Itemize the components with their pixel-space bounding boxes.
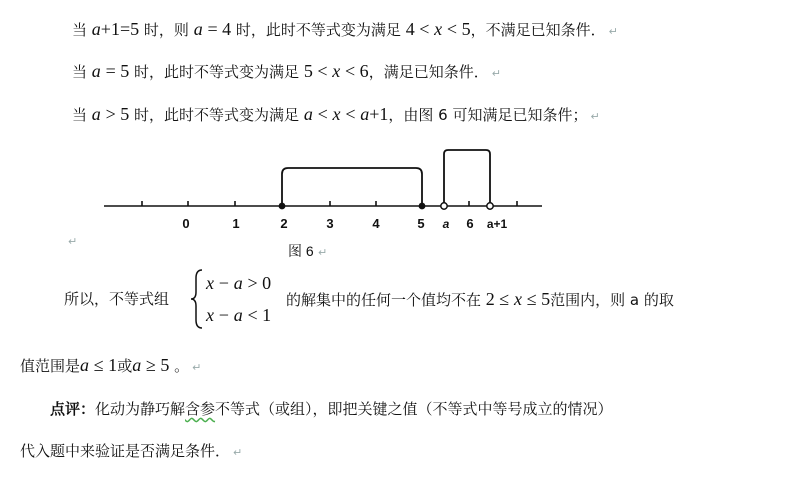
text: 范围内，则 a 的取 xyxy=(550,291,674,309)
math: < 1 xyxy=(247,305,272,325)
math: < xyxy=(317,104,328,124)
math-var: a xyxy=(233,305,243,325)
paragraph-7 xyxy=(20,440,242,464)
brace xyxy=(190,268,204,330)
math: > 5 xyxy=(105,104,130,124)
math: ≤ 1 xyxy=(93,355,118,375)
interval-2-to-5 xyxy=(282,168,422,206)
paragraph-3 xyxy=(72,103,600,128)
text: 化动为静巧解 xyxy=(95,400,186,418)
math-var: x xyxy=(513,289,522,309)
open-dot-a-plus-1 xyxy=(487,203,493,209)
closed-dot-5 xyxy=(419,203,426,210)
math: − xyxy=(218,305,229,325)
tick-label-a-plus-1: a+1 xyxy=(486,217,508,231)
math: +1 xyxy=(369,104,389,124)
paragraph-4 xyxy=(64,288,169,310)
text: 的解集中的任何一个值均不在 xyxy=(286,291,482,309)
paragraph-5 xyxy=(20,354,201,379)
interval-a-to-a-plus-1 xyxy=(444,150,490,206)
caption-paragraph-mark: ↵ xyxy=(318,247,328,259)
paragraph-4-tail xyxy=(286,288,674,311)
text: 当 xyxy=(72,106,88,124)
paragraph-mark: ↵ xyxy=(608,25,618,38)
math: < 5 xyxy=(446,19,471,39)
math-var: a xyxy=(360,104,370,124)
text: 值范围是 xyxy=(20,357,81,375)
text: 当 xyxy=(72,21,88,39)
math-var: a xyxy=(132,355,142,375)
paragraph-2 xyxy=(72,60,501,85)
math-var: x xyxy=(206,305,214,325)
paragraph-mark: ↵ xyxy=(192,361,202,374)
math: +1=5 xyxy=(100,19,140,39)
math-var: a xyxy=(233,273,243,293)
text: ，满足已知条件． xyxy=(368,63,489,81)
text: 。 xyxy=(174,357,190,375)
open-dot-a xyxy=(441,203,447,209)
tick-label-a: a xyxy=(442,217,450,231)
paragraph-mark: ↵ xyxy=(491,67,501,80)
math-var: x xyxy=(332,61,341,81)
math: < xyxy=(345,104,356,124)
math-var: x xyxy=(332,104,341,124)
figure-caption: 图 6 xyxy=(288,243,314,259)
spellcheck-underlined-text: 含参 xyxy=(185,400,216,418)
paragraph-1 xyxy=(72,18,618,43)
text: ，由图 6 可知满足已知条件； xyxy=(388,106,588,124)
math: > 0 xyxy=(247,273,272,293)
text: 所以，不等式组 xyxy=(64,290,170,308)
text: 不等式（或组），即把关键之值（不等式中等号成立的情况） xyxy=(215,400,613,418)
number-line-figure xyxy=(0,140,800,270)
text: 当 xyxy=(72,63,88,81)
math: 4 < xyxy=(405,19,430,39)
paragraph-6 xyxy=(50,398,613,420)
math-var: x xyxy=(206,273,214,293)
tick-label-0: 0 xyxy=(182,216,190,231)
math: 5 < xyxy=(303,61,328,81)
tick-label-4: 4 xyxy=(372,216,380,231)
math-var: x xyxy=(434,19,443,39)
text: 时，此时不等式变为满足 xyxy=(134,63,300,81)
paragraph-mark: ↵ xyxy=(590,110,600,123)
math: = 4 xyxy=(207,19,232,39)
closed-dot-2 xyxy=(279,203,286,210)
left-paragraph-mark: ↵ xyxy=(68,236,78,248)
math: = 5 xyxy=(105,61,130,81)
math: ≤ 5 xyxy=(526,289,551,309)
tick-label-1: 1 xyxy=(232,216,240,231)
tick-label-6: 6 xyxy=(466,216,474,231)
comment-label: 点评： xyxy=(50,400,96,418)
system-row-2 xyxy=(206,304,271,327)
math-var: a xyxy=(91,19,101,39)
system-row-1 xyxy=(206,272,271,295)
text: 时，此时不等式变为满足 xyxy=(134,106,300,124)
math-var: a xyxy=(193,19,203,39)
text: ，不满足已知条件． xyxy=(470,21,606,39)
text: 时，此时不等式变为满足 xyxy=(235,21,401,39)
tick-label-3: 3 xyxy=(326,216,334,231)
math: < 6 xyxy=(345,61,369,81)
paragraph-mark: ↵ xyxy=(233,446,243,459)
math: ≥ 5 xyxy=(145,355,170,375)
math: 2 ≤ xyxy=(485,289,510,309)
text: 时，则 xyxy=(143,21,189,39)
math-var: a xyxy=(91,104,101,124)
tick-label-2: 2 xyxy=(280,216,288,231)
math-var: a xyxy=(91,61,101,81)
math-var: a xyxy=(80,355,90,375)
math-var: a xyxy=(303,104,313,124)
text: 或 xyxy=(117,357,133,375)
math: − xyxy=(218,273,229,293)
tick-label-5: 5 xyxy=(417,216,425,231)
text: 代入题中来验证是否满足条件． xyxy=(20,442,231,460)
